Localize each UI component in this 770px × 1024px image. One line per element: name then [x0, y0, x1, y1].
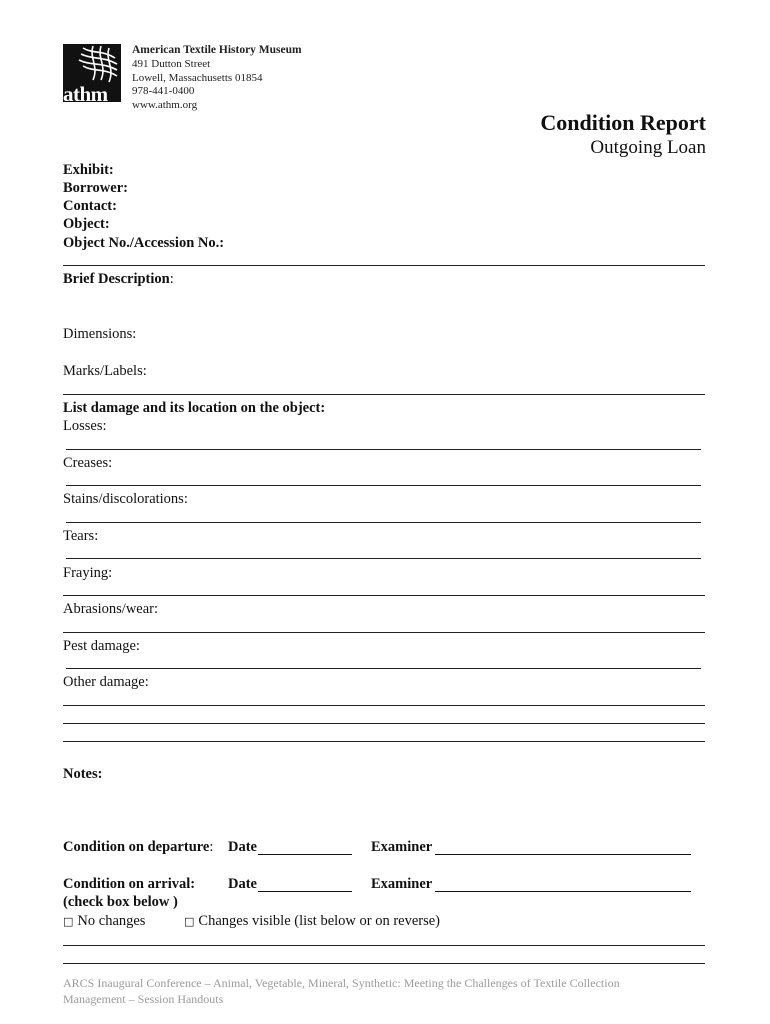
- brief-description-text: Brief Description: [63, 271, 170, 287]
- arrival-date-label: Date: [228, 876, 257, 892]
- pest-write-line: [66, 668, 701, 669]
- arrival-date-field[interactable]: [258, 877, 352, 892]
- fraying-write-line: [63, 595, 705, 596]
- damage-losses-label: Losses:: [63, 418, 107, 434]
- brief-description-label: [63, 270, 174, 288]
- museum-address-city: Lowell, Massachusetts 01854: [132, 71, 263, 84]
- damage-heading: List damage and its location on the object:: [63, 400, 326, 416]
- check-box-instruction: (check box below ): [63, 894, 178, 910]
- stains-write-line: [66, 522, 701, 523]
- departure-date-field[interactable]: [258, 840, 352, 855]
- abrasions-write-line: [63, 632, 705, 633]
- damage-other-label: Other damage:: [63, 674, 149, 690]
- document-subtitle: Outgoing Loan: [590, 137, 706, 158]
- departure-label: [63, 838, 213, 856]
- departure-examiner-field[interactable]: [435, 840, 691, 855]
- damage-stains-label: Stains/discolorations:: [63, 491, 188, 507]
- changes-visible-label: Changes visible (list below or on reverse): [198, 913, 441, 929]
- field-exhibit: Exhibit:: [63, 162, 114, 178]
- footer: [63, 976, 703, 1007]
- damage-pest-label: Pest damage:: [63, 638, 140, 654]
- arrival-examiner-field[interactable]: [435, 877, 691, 892]
- museum-website: www.athm.org: [132, 99, 198, 112]
- no-changes-label: No changes: [77, 913, 146, 929]
- marks-labels-label: Marks/Labels:: [63, 363, 147, 379]
- damage-fraying-label: Fraying:: [63, 565, 113, 581]
- other-write-line-1: [63, 705, 705, 706]
- logo-text: athm: [63, 82, 108, 106]
- checkbox-icon[interactable]: □: [63, 915, 74, 928]
- damage-tears-label: Tears:: [63, 528, 99, 544]
- damage-creases-label: Creases:: [63, 455, 113, 471]
- divider-line: [63, 265, 705, 266]
- no-changes-option[interactable]: [63, 912, 145, 931]
- divider-line: [63, 394, 705, 395]
- departure-text: Condition on departure: [63, 839, 210, 855]
- departure-colon: :: [209, 839, 214, 855]
- changes-write-line-2: [63, 963, 705, 964]
- brief-description-colon: :: [169, 271, 174, 287]
- arrival-label: Condition on arrival:: [63, 876, 196, 892]
- departure-date-label: Date: [228, 839, 257, 855]
- field-object-number: Object No./Accession No.:: [63, 235, 225, 251]
- footer-line-2: Management – Session Handouts: [63, 991, 224, 1006]
- museum-phone: 978-441-0400: [132, 85, 195, 98]
- arrival-examiner-label: Examiner: [371, 876, 433, 892]
- changes-visible-option[interactable]: [184, 912, 440, 931]
- changes-write-line-1: [63, 945, 705, 946]
- notes-label: Notes:: [63, 766, 103, 782]
- document-title: Condition Report: [540, 110, 706, 135]
- other-write-line-3: [63, 741, 705, 742]
- museum-name: American Textile History Museum: [132, 44, 302, 56]
- checkbox-icon[interactable]: □: [184, 915, 195, 928]
- museum-address-street: 491 Dutton Street: [132, 57, 211, 70]
- creases-write-line: [66, 485, 701, 486]
- departure-examiner-label: Examiner: [371, 839, 433, 855]
- tears-write-line: [66, 558, 701, 559]
- dimensions-label: Dimensions:: [63, 326, 137, 342]
- field-borrower: Borrower:: [63, 180, 128, 196]
- losses-write-line: [66, 449, 701, 450]
- other-write-line-2: [63, 723, 705, 724]
- museum-info: [132, 44, 302, 113]
- field-contact: Contact:: [63, 198, 117, 214]
- footer-line-1: ARCS Inaugural Conference – Animal, Vegetable, Mineral, Synthetic: Meeting the Challenges of Textile Collection: [63, 976, 620, 990]
- damage-abrasions-label: Abrasions/wear:: [63, 601, 159, 617]
- field-object: Object:: [63, 216, 110, 232]
